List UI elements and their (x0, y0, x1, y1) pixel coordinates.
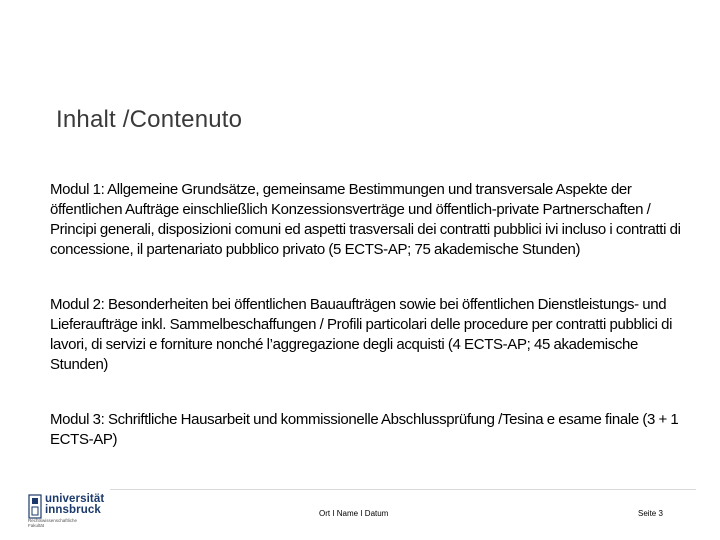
footer-divider (110, 489, 696, 490)
logo-subtitle-line-2: Fakultät (28, 523, 45, 528)
university-logo (28, 493, 114, 535)
module-1-text: Modul 1: Allgemeine Grundsätze, gemeinsame Bestimmungen und transversale Aspekte der öffentlichen Aufträge einschließlich Konzessionsverträge und öffentlich-private Partnerschaften / Principi generali, disposizioni comuni ed aspetti trasversali dei contratti pubblici ivi incluso i contratti di concessione, il partenariato pubblico privato (5 ECTS-AP; 75 akademische Stunden) (50, 181, 681, 258)
logo-word-universitaet: universität (45, 493, 105, 505)
content-body (50, 180, 690, 450)
slide-title: Inhalt /Contenuto (56, 106, 243, 133)
module-2-text: Modul 2: Besonderheiten bei öffentlichen Bauaufträgen sowie bei öffentlichen Dienstleistungs- und Lieferaufträge inkl. Sammelbeschaffungen / Profili particolari delle procedure per contratti pubblici di lavori, di servizi e forniture nonché l’aggregazione degli acquisti (4 ECTS-AP; 45 akademische Stunden) (50, 296, 673, 373)
footer-page-number: Seite 3 (638, 509, 663, 518)
logo-word-innsbruck: innsbruck (45, 504, 101, 516)
logo-faculty-subtitle (28, 518, 77, 528)
university-seal-icon (28, 494, 42, 519)
module-3-text: Modul 3: Schriftliche Hausarbeit und kommissionelle Abschlussprüfung /Tesina e esame finale (3 + 1 ECTS-AP) (50, 411, 679, 448)
logo-subtitle-line-1: Rechtswissenschaftliche (28, 518, 78, 523)
footer-location-name-date: Ort I Name I Datum (319, 509, 389, 518)
